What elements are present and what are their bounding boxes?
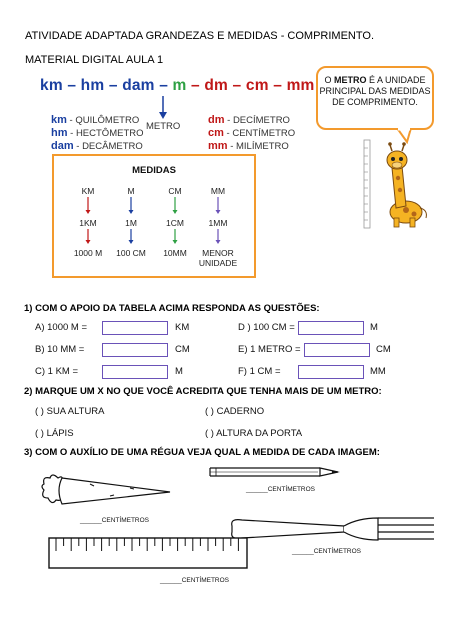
def-name: - DECÂMETRO <box>76 141 143 152</box>
left-unit-definitions <box>51 114 144 153</box>
right-unit-definitions <box>208 114 295 153</box>
ruler-caption: ______CENTÍMETROS <box>160 577 229 584</box>
scale-dash: – <box>67 77 77 94</box>
unit-scale <box>40 77 315 95</box>
medidas-arrow-head <box>86 210 91 214</box>
q1-e-unit: CM <box>376 344 391 355</box>
scale-dash: – <box>159 77 169 94</box>
q1-b-unit: CM <box>175 344 190 355</box>
def-mm <box>208 140 295 153</box>
def-cm <box>208 127 295 140</box>
q1-a-answer-input[interactable] <box>102 321 168 335</box>
speech-bubble <box>316 66 434 130</box>
def-name: - DECÍMETRO <box>227 115 290 126</box>
q1-b-answer-input[interactable] <box>102 343 168 357</box>
def-abbr: dam <box>51 140 74 152</box>
scale-dash: – <box>273 77 283 94</box>
medidas-arrow-head <box>86 240 91 244</box>
medidas-row1-cell: MM <box>210 186 226 196</box>
fork-caption: ______CENTÍMETROS <box>292 548 361 555</box>
speech-bold: METRO <box>333 75 367 85</box>
scale-mm: mm <box>286 77 315 94</box>
medidas-title: MEDIDAS <box>132 165 176 176</box>
medidas-row3-cell: 1000 M <box>73 248 103 258</box>
def-abbr: dm <box>208 114 225 126</box>
scale-dam: dam <box>122 77 155 94</box>
ruler-icon <box>48 537 250 571</box>
def-name: - QUILÔMETRO <box>69 115 140 126</box>
scale-hm: hm <box>80 77 105 94</box>
medidas-arrow-head <box>216 210 221 214</box>
def-name: - CENTÍMETRO <box>226 128 296 139</box>
scale-dash: – <box>232 77 242 94</box>
def-name: - HECTÔMETRO <box>70 128 144 139</box>
medidas-arrow-head <box>129 210 134 214</box>
carrot-icon <box>40 470 178 514</box>
doc-title: ATIVIDADE ADAPTADA GRANDEZAS E MEDIDAS - COMPRIMENTO. <box>25 30 374 42</box>
medidas-arrow-head <box>173 210 178 214</box>
q1-f-unit: MM <box>370 366 386 377</box>
q2-option-lapis[interactable]: ( ) LÁPIS <box>35 428 74 439</box>
medidas-row2-cell: 1M <box>125 218 137 228</box>
scale-dm: dm <box>204 77 229 94</box>
medidas-row2-cell: 1MM <box>208 218 228 228</box>
def-abbr: cm <box>208 127 224 139</box>
def-abbr: hm <box>51 127 68 139</box>
q1-a-label: A) 1000 M = <box>35 322 88 333</box>
q1-d-answer-input[interactable] <box>298 321 364 335</box>
q1-c-answer-input[interactable] <box>102 365 168 379</box>
medidas-arrows <box>63 186 243 276</box>
q2-option-sua-altura[interactable]: ( ) SUA ALTURA <box>35 406 105 417</box>
metro-arrow-icon <box>157 96 169 120</box>
q1-f-answer-input[interactable] <box>298 365 364 379</box>
scale-dash: – <box>191 77 200 94</box>
def-abbr: mm <box>208 140 228 152</box>
q2-option-altura-porta[interactable]: ( ) ALTURA DA PORTA <box>205 428 303 439</box>
def-dam <box>51 140 144 153</box>
q3-title: 3) COM O AUXÍLIO DE UMA RÉGUA VEJA QUAL A MEDIDA DE CADA IMAGEM: <box>24 447 380 458</box>
def-abbr: km <box>51 114 67 126</box>
q2-option-caderno[interactable]: ( ) CADERNO <box>205 406 265 417</box>
scale-m: m <box>172 77 187 94</box>
medidas-row1-cell: M <box>127 186 135 196</box>
medidas-row1-cell: CM <box>168 186 182 196</box>
pencil-icon <box>208 460 346 484</box>
scale-dash: – <box>108 77 118 94</box>
medidas-row3-cell: 10MM <box>163 248 187 258</box>
q1-c-label: C) 1 KM = <box>35 366 79 377</box>
medidas-arrow-head <box>129 240 134 244</box>
metro-label: METRO <box>146 121 181 132</box>
speech-post: É A UNIDADE PRINCIPAL DAS MEDIDAS DE COMPRIMENTO. <box>319 75 431 107</box>
def-hm <box>51 127 144 140</box>
q1-b-label: B) 10 MM = <box>35 344 85 355</box>
q1-d-unit: M <box>370 322 378 333</box>
giraffe-measuring-icon <box>362 138 448 230</box>
medidas-row3-cell: MENOR UNIDADE <box>198 248 238 268</box>
medidas-arrow-head <box>216 240 221 244</box>
medidas-row2-cell: 1KM <box>79 218 97 228</box>
carrot-caption: ______CENTÍMETROS <box>80 517 149 524</box>
medidas-grid <box>63 186 243 276</box>
q1-f-label: F) 1 CM = <box>238 366 281 377</box>
q1-e-answer-input[interactable] <box>304 343 370 357</box>
pencil-caption: ______CENTÍMETROS <box>246 486 315 493</box>
medidas-row3-cell: 100 CM <box>116 248 146 258</box>
def-dm <box>208 114 295 127</box>
doc-subtitle: MATERIAL DIGITAL AULA 1 <box>25 54 164 66</box>
q1-d-label: D ) 100 CM = <box>238 322 295 333</box>
q2-title: 2) MARQUE UM X NO QUE VOCÊ ACREDITA QUE TENHA MAIS DE UM METRO: <box>24 386 382 397</box>
q1-c-unit: M <box>175 366 183 377</box>
scale-km: km <box>40 77 63 94</box>
q1-a-unit: KM <box>175 322 190 333</box>
speech-pre: O <box>324 75 334 85</box>
scale-cm: cm <box>245 77 269 94</box>
q1-e-label: E) 1 METRO = <box>238 344 301 355</box>
medidas-row2-cell: 1CM <box>166 218 184 228</box>
medidas-arrow-head <box>173 240 178 244</box>
def-name: - MILÍMETRO <box>230 141 289 152</box>
def-km <box>51 114 144 127</box>
medidas-row1-cell: KM <box>81 186 95 196</box>
q1-title: 1) COM O APOIO DA TABELA ACIMA RESPONDA AS QUESTÕES: <box>24 303 320 314</box>
fork-icon <box>228 512 440 546</box>
